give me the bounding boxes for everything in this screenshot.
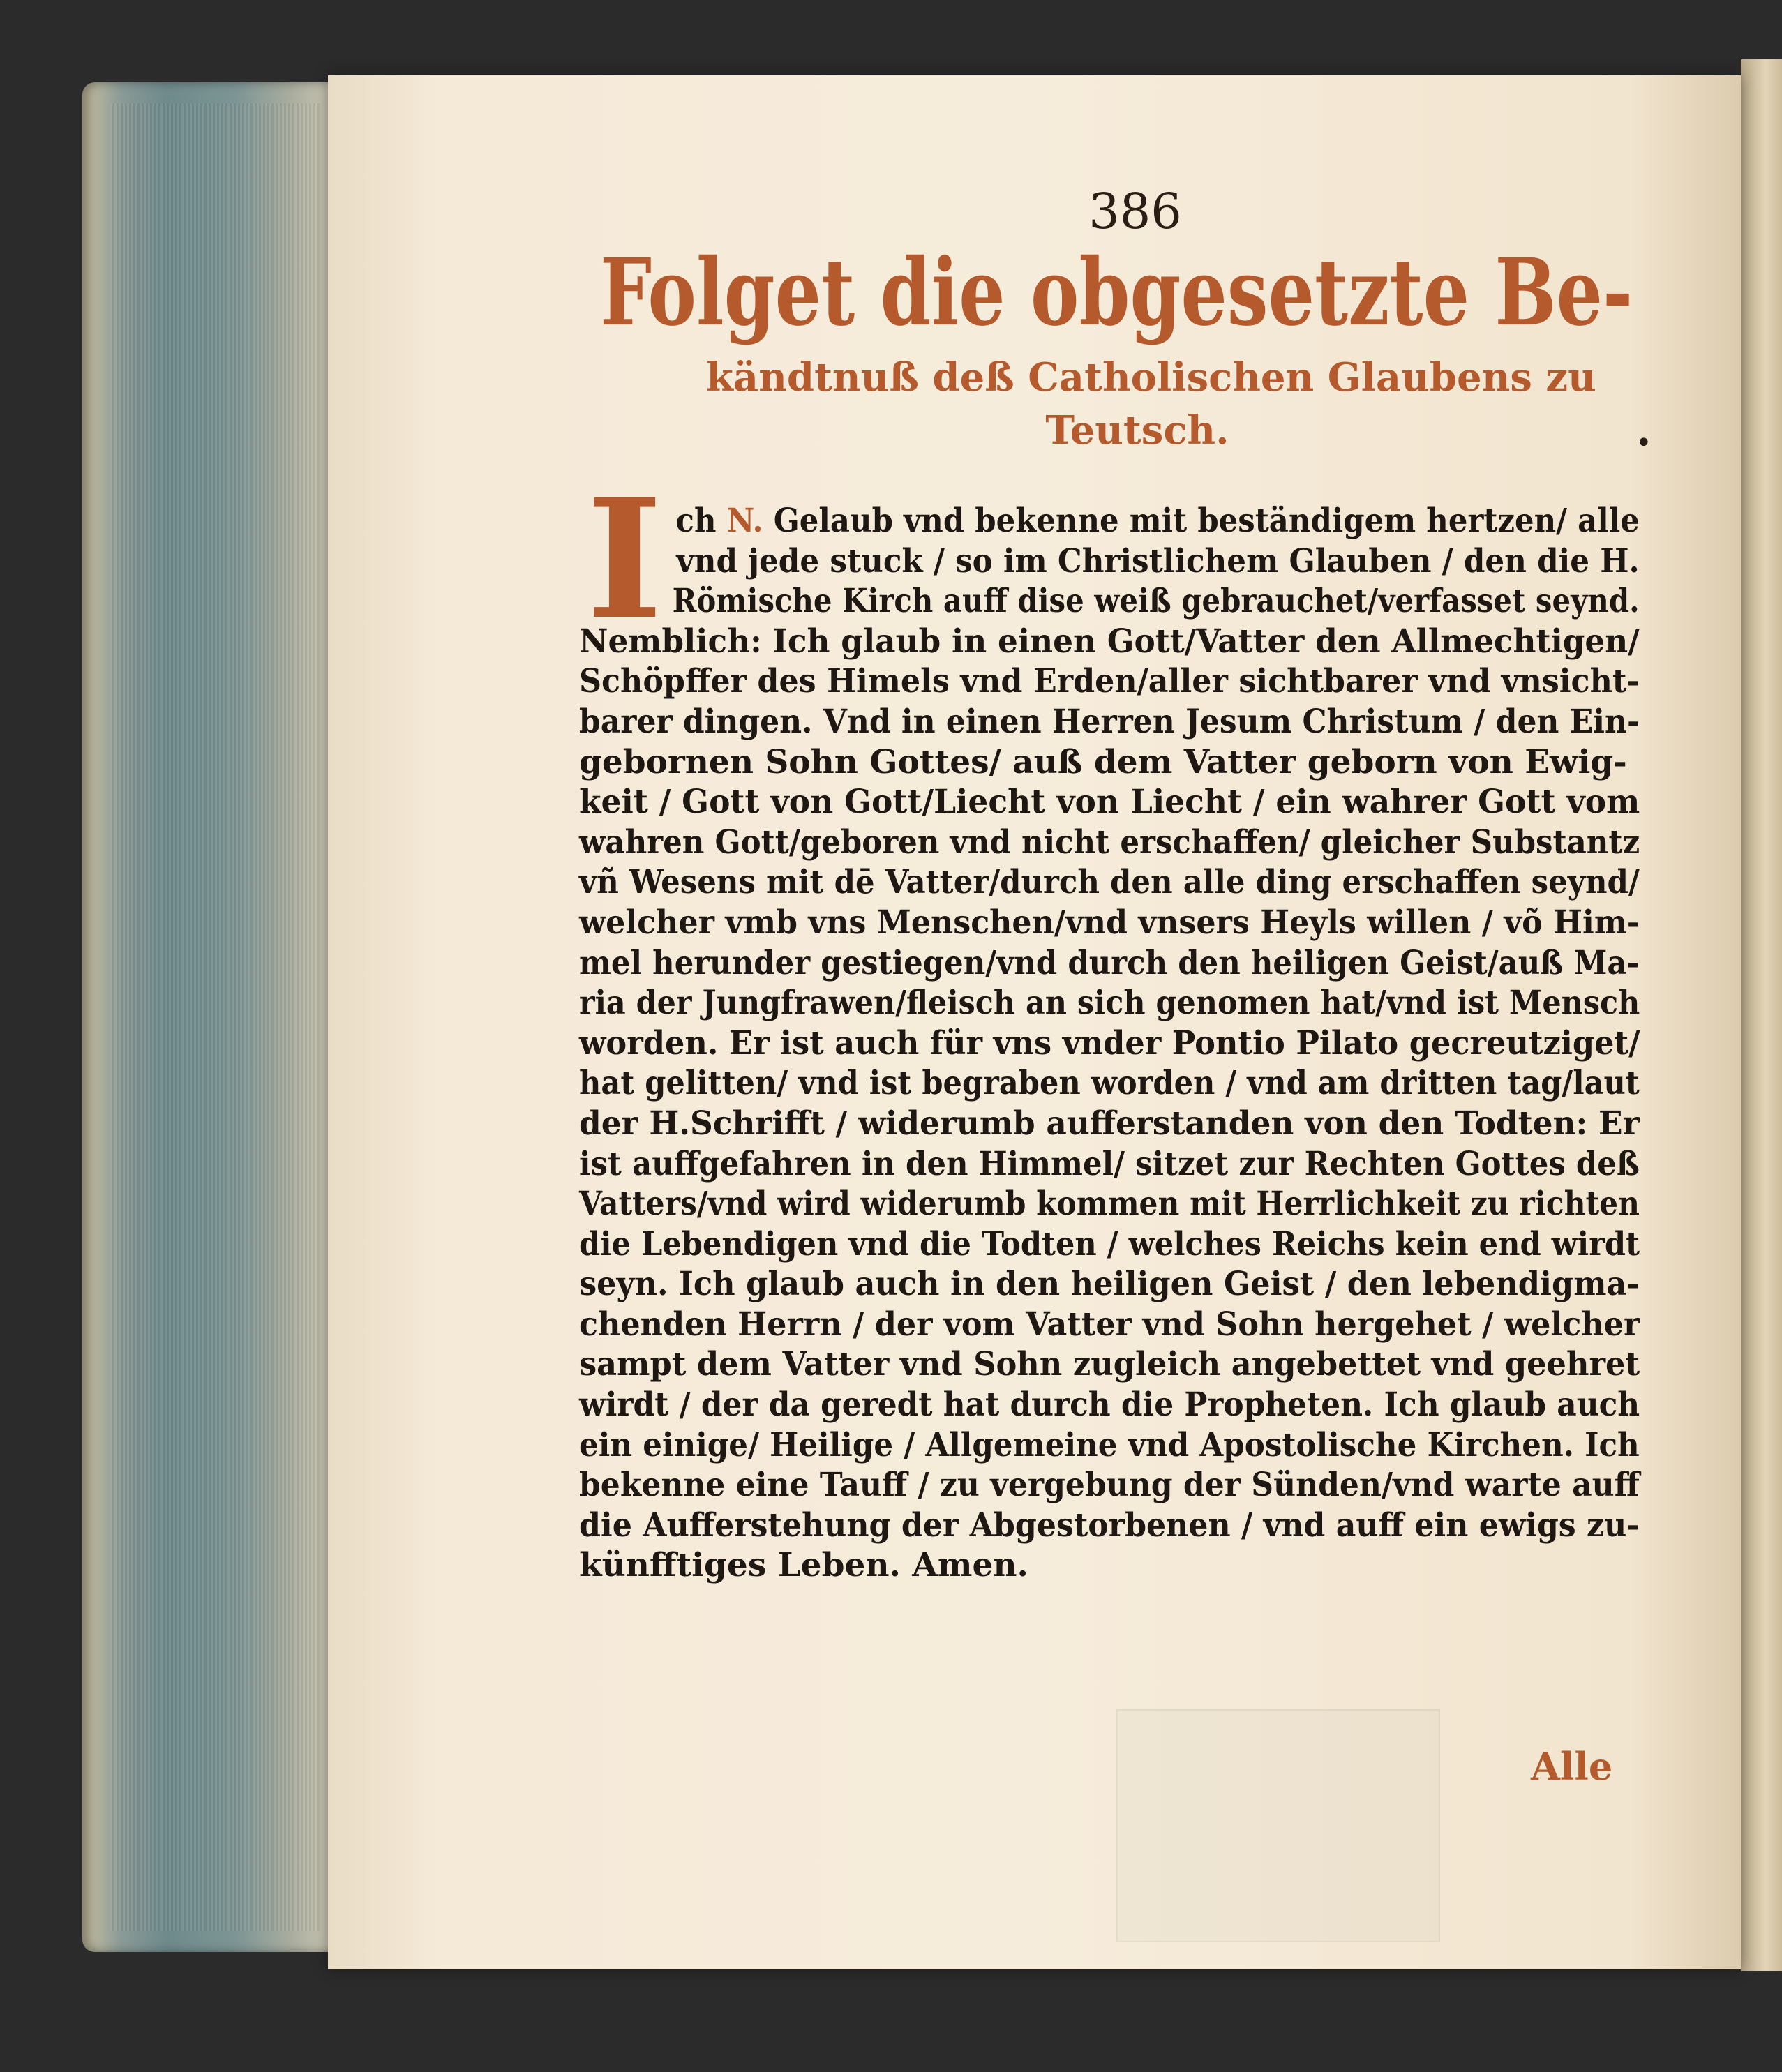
text-line: vnd jede stuck / so im Christlichem Glauben / den die H. xyxy=(676,541,1640,580)
page-number: 386 xyxy=(1088,183,1182,240)
page-title xyxy=(600,241,1633,457)
text-line: ria der Jungfrawen/fleisch an sich genomen hat/vnd ist Mensch xyxy=(579,984,1640,1023)
text-line: wirdt / der da geredt hat durch die Propheten. Ich glaub auch xyxy=(579,1386,1640,1425)
text-line: chenden Herrn / der vom Vatter vnd Sohn hergehet / welcher xyxy=(579,1305,1640,1344)
title-line-1: Folget die obgesetzte Be- xyxy=(600,239,1633,347)
text-line: künfftiges Leben. Amen. xyxy=(579,1546,1028,1585)
text-line: ein einige/ Heilige / Allgemeine vnd Apostolische Kirchen. Ich xyxy=(579,1425,1640,1464)
text-line: Nemblich: Ich glaub in einen Gott/Vatter den Allmechtigen/ xyxy=(579,622,1640,661)
text-line: wahren Gott/geboren vnd nicht erschaffen/ gleicher Substantz xyxy=(579,823,1640,862)
title-line-2: kändtnuß deß Catholischen Glaubens zu xyxy=(706,354,1596,400)
title-line-3: Teutsch. xyxy=(1045,407,1229,453)
text-line: welcher vmb vns Menschen/vnd vnsers Heyls willen / võ Him- xyxy=(579,903,1640,942)
text-line: mel herunder gestiegen/vnd durch den heiligen Geist/auß Ma- xyxy=(579,943,1640,982)
text-line: die Aufferstehung der Abgestorbenen / vnd auff ein ewigs zu- xyxy=(579,1506,1640,1545)
text-line: barer dingen. Vnd in einen Herren Jesum Christum / den Ein- xyxy=(579,702,1640,741)
bleed-through-figure xyxy=(1116,1709,1440,1942)
text-line: der H.Schrifft / widerumb aufferstanden von den Todten: Er xyxy=(579,1104,1640,1143)
margin-mark: • xyxy=(1635,427,1652,459)
text-line: hat gelitten/ vnd ist begraben worden / vnd am dritten tag/laut xyxy=(579,1064,1640,1103)
book-page-edges xyxy=(82,82,361,1952)
text-line: Vatters/vnd wird widerumb kommen mit Herrlichkeit zu richten xyxy=(579,1185,1640,1224)
text-line: Schöpffer des Himels vnd Erden/aller sichtbarer vnd vnsicht- xyxy=(579,662,1640,701)
catchword: Alle xyxy=(1531,1744,1613,1789)
text-line: ch N. Gelaub vnd bekenne mit beständigem hertzen/ alle xyxy=(675,502,1640,540)
text-line: gebornen Sohn Gottes/ auß dem Vatter geborn von Ewig- xyxy=(579,742,1627,781)
facing-page-edge xyxy=(1741,59,1782,1971)
text-line: Römische Kirch auff dise weiß gebrauchet/verfasset seynd. xyxy=(672,582,1640,621)
text-line: worden. Er ist auch für vns vnder Pontio Pilato gecreutziget/ xyxy=(579,1023,1640,1063)
text-line: ist auffgefahren in den Himmel/ sitzet zur Rechten Gottes deß xyxy=(579,1144,1640,1183)
text-line: bekenne eine Tauff / zu vergebung der Sünden/vnd warte auff xyxy=(579,1466,1640,1505)
text-line: vñ Wesens mit dē Vatter/durch den alle ding erschaffen seynd/ xyxy=(579,863,1640,902)
body-text xyxy=(579,501,1640,1586)
text-line: seyn. Ich glaub auch in den heiligen Geist / den lebendigma- xyxy=(579,1265,1640,1304)
text-line: die Lebendigen vnd die Todten / welches Reichs kein end wirdt xyxy=(579,1224,1640,1263)
text-line: keit / Gott von Gott/Liecht von Liecht / ein wahrer Gott vom xyxy=(579,783,1640,822)
drop-cap-initial: I xyxy=(586,463,663,656)
text-line: sampt dem Vatter vnd Sohn zugleich angebettet vnd geehret xyxy=(579,1345,1640,1384)
